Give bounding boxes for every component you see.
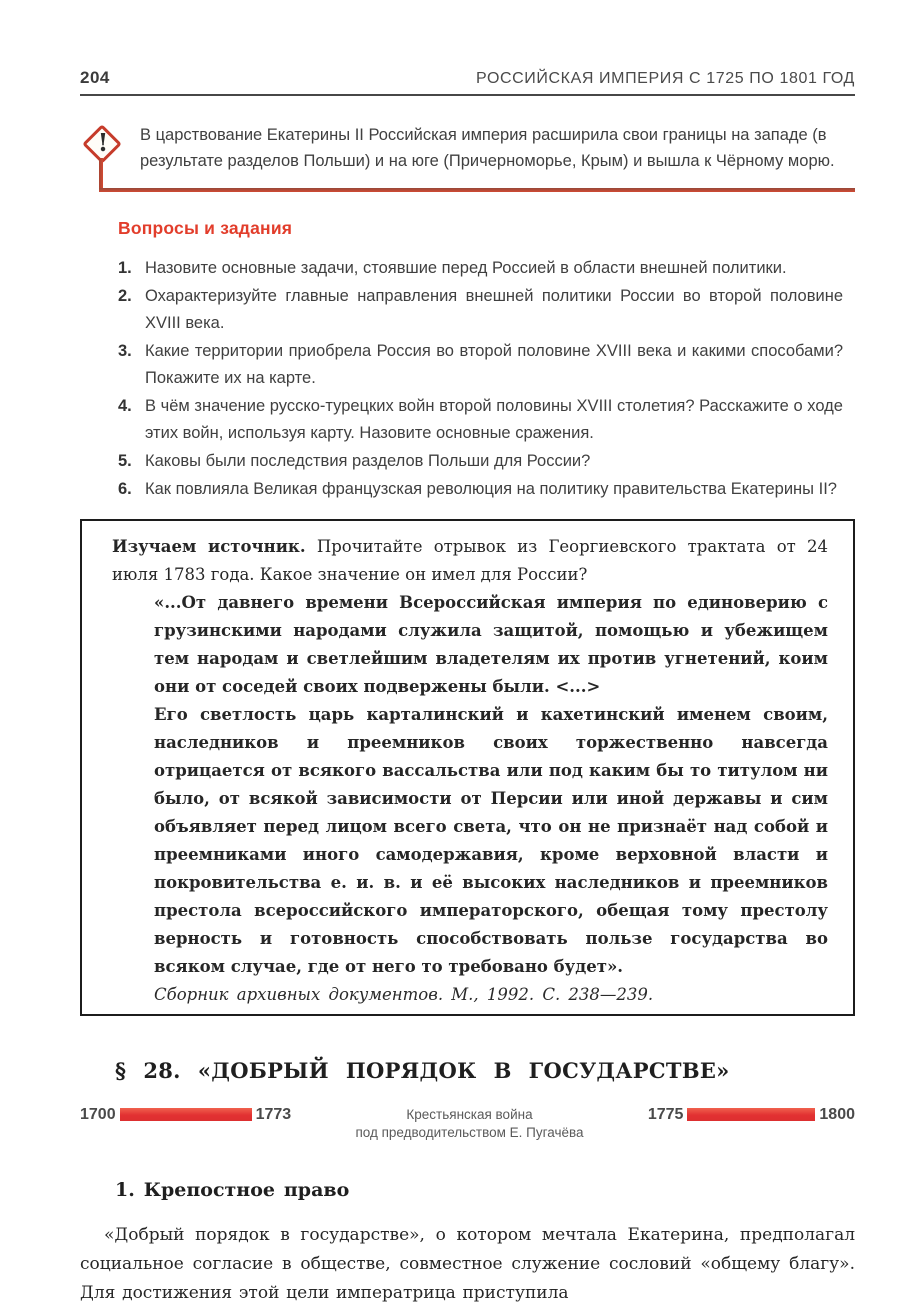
question-number: 6. — [118, 480, 132, 498]
question-number: 2. — [118, 287, 132, 305]
summary-note-text: В царствование Екатерины II Российская империя расширила свои границы на западе (в результате разделов Польши) и на юге (Причерноморье, Крым) и вышла к Чёрному морю. — [140, 126, 835, 170]
note-rule-horizontal — [99, 188, 855, 192]
question-number: 5. — [118, 452, 132, 470]
question-item — [118, 448, 855, 475]
question-text: Как повлияла Великая французская революция на политику правительства Екатерины II? — [145, 480, 837, 498]
source-lead-label: Изучаем источник. — [112, 537, 306, 556]
running-title: РОССИЙСКАЯ ИМПЕРИЯ С 1725 ПО 1801 ГОД — [476, 70, 855, 87]
section-title: § 28. «ДОБРЫЙ ПОРЯДОК В ГОСУДАРСТВЕ» — [115, 1058, 730, 1083]
timeline-year-end-left: 1773 — [255, 1106, 292, 1123]
subsection-heading: 1. Крепостное право — [115, 1179, 350, 1201]
questions-list — [118, 255, 855, 503]
timeline-bar-left — [120, 1108, 252, 1121]
source-study-box — [80, 519, 855, 1016]
timeline-year-start-left: 1700 — [80, 1106, 116, 1123]
question-item — [118, 283, 855, 337]
timeline-event-line2: под предводительством Е. Пугачёва — [355, 1124, 584, 1140]
source-lead-text: Прочитайте отрывок из Георгиевского трактата от 24 июля 1783 года. Какое значение он имел для России? — [112, 537, 828, 584]
question-number: 4. — [118, 397, 132, 415]
timeline-year-end-right: 1800 — [819, 1106, 855, 1123]
note-rule-stem — [99, 158, 103, 192]
timeline — [80, 1107, 855, 1141]
question-text: Назовите основные задачи, стоявшие перед Россией в области внешней политики. — [145, 259, 787, 277]
question-text: Охарактеризуйте главные направления внешней политики России во второй половине XVIII века. — [145, 287, 843, 332]
running-header — [80, 68, 855, 96]
timeline-year-start-right: 1775 — [647, 1106, 684, 1123]
body-paragraph: «Добрый порядок в государстве», о котором мечтала Екатерина, предполагал социальное согласие в обществе, совместное служение сословий «общему благу». Для достижения этой цели императрица приступила — [80, 1225, 855, 1303]
timeline-event-line1: Крестьянская война — [406, 1107, 533, 1122]
exclamation-diamond-icon — [82, 124, 124, 166]
timeline-bar-right — [687, 1108, 815, 1121]
source-citation: Сборник архивных документов. М., 1992. С. 238—239. — [154, 985, 654, 1004]
source-lead — [112, 533, 828, 589]
question-text: Каковы были последствия разделов Польши для России? — [145, 452, 591, 470]
question-item — [118, 338, 855, 392]
question-text: Какие территории приобрела Россия во второй половине XVIII века и какими способами? Покажите их на карте. — [145, 342, 843, 387]
question-number: 1. — [118, 259, 132, 277]
question-item — [118, 393, 855, 447]
source-quote-paragraph-2: Его светлость царь карталинский и кахетинский именем своим, наследников и преемников своих торжественно навсегда отрицается от всякого вассальства или под каким бы то титулом ни было, от всякой зависимости от Персии или иной державы и сим объявляет перед лицом всего света, что он не признаёт над собой и преемниками иного самодержавия, кроме верховной власти и покровительства е. и. в. и её высоких наследников и преемников престола всероссийского императорского, обещая тому престолу верность и готовность способствовать пользе государства во всяком случае, где от него то требовано будет». — [154, 705, 828, 976]
exclamation-mark: ! — [97, 128, 109, 157]
questions-heading: Вопросы и задания — [118, 218, 293, 238]
question-number: 3. — [118, 342, 132, 360]
question-item — [118, 255, 855, 282]
timeline-event-label — [291, 1106, 648, 1141]
question-item — [118, 476, 855, 503]
question-text: В чём значение русско-турецких войн второй половины XVIII столетия? Расскажите о ходе этих войн, используя карту. Назовите основные сражения. — [145, 397, 843, 442]
source-quote-paragraph-1: «...От давнего времени Всероссийская империя по единоверию с грузинскими народами служила защитой, помощью и убежищем тем народам и светлейшим владетелям их против угнетений, коим они от соседей своих подвержены были. <...> — [154, 593, 828, 696]
summary-note — [80, 114, 855, 192]
page-number: 204 — [80, 68, 110, 87]
